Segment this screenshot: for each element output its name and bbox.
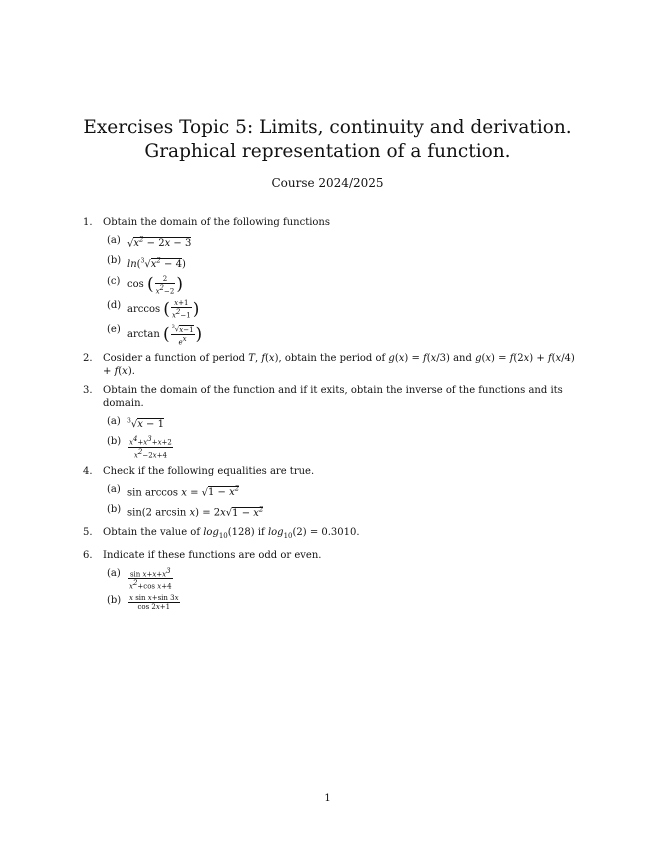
subitem-a	[107, 483, 583, 499]
exercise-number: 1.	[83, 217, 93, 228]
exercise-text: Indicate if these functions are odd or even.	[103, 549, 322, 561]
subitem-a	[107, 415, 583, 431]
subitem-label: (a)	[107, 483, 121, 495]
formula: f(x)	[261, 352, 279, 364]
exercise-number: 6.	[83, 549, 93, 561]
subitem-label: (a)	[107, 235, 121, 246]
formula: arctan ( $\frac{^3√x-1}{e^x}$ )	[127, 324, 203, 346]
subitem-a	[107, 566, 583, 591]
subitem-c	[107, 274, 583, 295]
exercise-text: obtain the period of	[284, 352, 386, 364]
exercise-2: 2. Cosider a function of period T, f(x), obtain the period of g(x) = f(x/3) and g(x) = f(2x) + f(x/4) + f(x).	[83, 352, 575, 377]
formula: $^3$√x − 1	[127, 417, 164, 431]
formula: $\log_{10}(2)$ =	[267, 526, 322, 540]
exercise-text: Obtain the domain of the following functions	[103, 217, 331, 228]
subitem-label: (a)	[107, 567, 121, 579]
exercise-text: Cosider a function of period	[103, 352, 246, 364]
formula: arccos ( $\frac{x+1}{x^2-1}$ )	[127, 298, 200, 320]
exercise-text: and	[453, 352, 472, 364]
exercise-number: 2.	[83, 352, 93, 364]
formula: sin(2 $\arcsin x) = 2x√1 - x^2$	[127, 505, 264, 519]
subitem-d	[107, 298, 583, 320]
formula: $\frac{x^4+x^3+x+2}{x^2-2x+4}$	[129, 435, 172, 459]
exercise-number: 5.	[83, 526, 93, 538]
subitem-label: (b)	[107, 436, 122, 448]
formula: $\frac{\text{x sin x+sin 3x}}{\cos 2x+1}$	[129, 594, 179, 612]
formula: g(x) = f(2x) + f(x/4) + f(x)	[103, 352, 575, 377]
subitems	[103, 234, 583, 346]
subitem-label: (a)	[107, 415, 121, 427]
page-title: Exercises Topic 5: Limits, continuity and derivation. Graphical representation of a function.	[83, 117, 572, 162]
formula: g(x) = f(x/3)	[388, 352, 450, 364]
subitem-a	[107, 234, 583, 250]
subitem-label: (b)	[107, 595, 122, 607]
subitem-label: (b)	[107, 504, 122, 516]
formula: T	[248, 352, 255, 364]
subitem-b	[107, 254, 583, 270]
exercise-text: Obtain the domain of the function and if it exits, obtain the inverse of the functions and its domain.	[103, 384, 563, 409]
subitems	[103, 567, 583, 612]
subitem-label: (b)	[107, 255, 122, 267]
formula: $\sin \arccos x = √1 - x^2$	[127, 484, 240, 499]
formula: $\log_{10}(128)$	[203, 526, 255, 540]
exercise-4	[78, 465, 583, 520]
course-subtitle: Course 2024/2025	[271, 176, 384, 190]
formula: $\ln(^3√x^2 - 4)$	[127, 256, 186, 270]
subitem-label: (d)	[107, 299, 122, 311]
subitems	[103, 483, 583, 520]
exercise-text: Obtain the value of	[103, 526, 201, 538]
formula: cos ( $\frac{2}{x^2-2}$ )	[127, 274, 183, 295]
subitem-b	[107, 594, 583, 612]
exercise-text: Check if the following equalities are true.	[103, 465, 315, 477]
formula: $\frac{\sin x+x+x^3}{x^2+\cos x+4}$	[129, 566, 172, 591]
exercise-1	[78, 216, 583, 346]
formula: $√x^2 - 2x - 3$	[127, 236, 192, 250]
page-number: 1	[324, 793, 331, 804]
exercise-number: 4.	[83, 465, 93, 477]
exercise-3	[78, 384, 583, 459]
exercise-6	[78, 549, 583, 612]
exercise-5	[78, 526, 583, 543]
subitem-label: (c)	[107, 275, 121, 287]
subitem-label: (e)	[107, 324, 121, 336]
exercise-value: 0.3010.	[321, 526, 360, 538]
subitem-b	[107, 503, 583, 519]
exercise-list	[78, 216, 583, 617]
exercise-text: .	[131, 365, 135, 377]
subitem-e	[107, 323, 583, 346]
subitem-b	[107, 435, 583, 459]
exercise-number: 3.	[83, 384, 93, 396]
subitems	[103, 415, 583, 459]
exercise-text: if	[257, 526, 265, 538]
